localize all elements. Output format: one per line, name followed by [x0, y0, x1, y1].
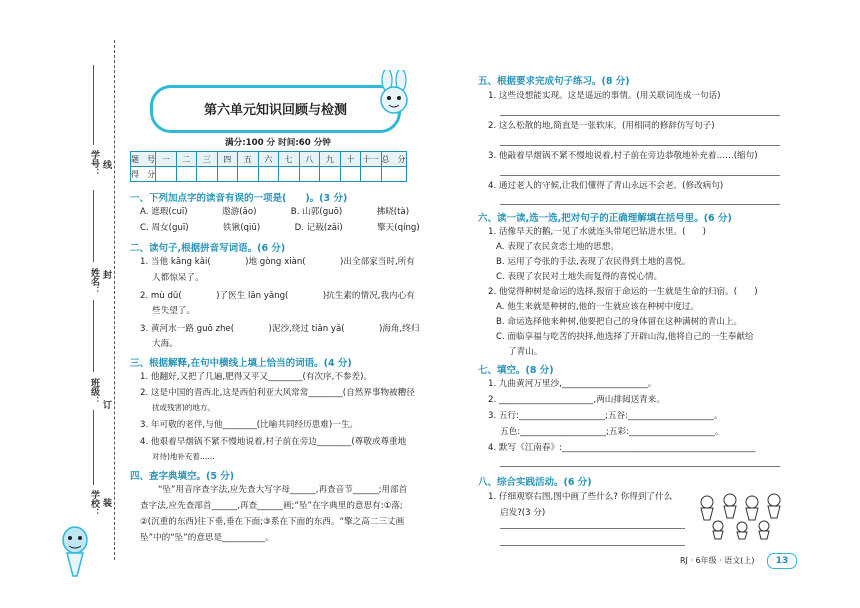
section-6-q2-option-a: A. 他生来就是种树的,他的一生就应该在种树中度过。: [496, 302, 699, 312]
answer-line[interactable]: [500, 145, 780, 146]
section-6-q2: 2. 他觉得种树是命运的选择,报宿于命运的一生就是生命的归宿。( ): [488, 287, 758, 297]
section-8-heading: 八、综合实践活动。(6 分): [478, 477, 592, 488]
score-input-cell[interactable]: [197, 167, 218, 182]
score-input-cell[interactable]: [156, 167, 177, 182]
score-input-cell[interactable]: [320, 167, 341, 182]
section-6-q1-option-c: C. 表现了农民对土地失而复得的喜悦心情。: [496, 272, 663, 282]
score-header-cell: 五: [238, 152, 259, 167]
score-input-cell[interactable]: [258, 167, 279, 182]
section-2-q3-line2: 大海。: [152, 339, 178, 349]
section-5-q4: 4. 通过老人的守候,让我们懂得了青山永远不会老。(修改病句): [488, 181, 724, 191]
school-label: 学校：: [89, 490, 99, 517]
answer-line[interactable]: [500, 545, 685, 546]
score-header-cell: 八: [299, 152, 320, 167]
score-header-cell: 一: [156, 152, 177, 167]
score-input-cell[interactable]: [176, 167, 197, 182]
title-banner: [150, 85, 401, 133]
section-6-q1-option-a: A. 表现了农民贪恋土地的思想。: [496, 242, 619, 252]
section-6-q1: 1. 活像早天的鹅,一见了水就连头带尾巴钻进水里。( ): [488, 227, 707, 237]
score-table: [130, 151, 407, 182]
answer-line[interactable]: [500, 115, 780, 116]
section-3-q2-line2: 扰或残害)的地方。: [152, 403, 215, 412]
section-2-q3-line1: 3. 黄河水一路 guō zhe( )泥沙,绕过 tiān yǎ( )海角,终归: [140, 324, 420, 334]
section-4-line4: 坠”中的“坠”的意思是__________。: [140, 533, 274, 543]
section-8-q1-line2: 启发?(3 分): [500, 508, 546, 518]
score-header-cell: 四: [217, 152, 238, 167]
score-header-cell: 十: [340, 152, 361, 167]
pencil-mascot-illustration: [55, 520, 95, 580]
section-6-q1-option-b: B. 运用了夸张的手法,表现了农民得到土地的喜悦。: [496, 257, 691, 267]
section-4-heading: 四、查字典填空。(5 分): [130, 471, 235, 482]
section-7-q3-line2: 五色:____________________;五彩:____________________。: [500, 427, 724, 437]
section-3-q3: 3. 年可敬的老伴,与他________(比喻共同经历患难)一生。: [140, 420, 359, 430]
score-input-cell[interactable]: [381, 167, 406, 182]
name-label: 姓名：: [89, 268, 99, 295]
section-7-q4: 4. 默写《江南春》:_____________________________________________: [488, 443, 756, 453]
class-line: [93, 300, 94, 372]
section-7-q3-line1: 3. 五行:____________________;五谷:____________________。: [488, 411, 723, 421]
cartoon-illustration: [692, 490, 787, 540]
student-id-label: 学号：: [89, 150, 99, 177]
score-header-cell: 二: [176, 152, 197, 167]
page-title: 第六单元知识回顾与检测: [203, 103, 347, 118]
answer-line[interactable]: [500, 528, 685, 529]
section-1-options-cd: C. 周女(guī) 铁锹(qiū) D. 记载(zǎi) 擎天(qíng): [140, 223, 420, 233]
score-input-cell[interactable]: [238, 167, 259, 182]
section-5-q3: 3. 他敲着早烟锅不紧不慢地说着,村子前在旁边恭敬地补充着……(缩句): [488, 151, 758, 161]
seal-feng-char: 封: [101, 270, 111, 279]
answer-line[interactable]: [500, 204, 780, 205]
score-header-cell: 十一: [361, 152, 382, 167]
section-6-q2-option-c-cont: 了青山。: [508, 347, 543, 357]
binding-margin: [0, 0, 130, 608]
score-input-cell[interactable]: [299, 167, 320, 182]
section-5-q2: 2. 这么松散的地,简直是一张软床。(用相同的修辞仿写句子): [488, 121, 715, 131]
section-8-q1-line1: 1. 仔细观察右图,图中画了些什么? 你得到了什么: [488, 492, 673, 502]
section-2-q2-line1: 2. mù dǔ( )了医生 lān yǎng( )抗生素的情况,我内心有: [140, 291, 415, 301]
score-row-label: 得 分: [131, 167, 156, 182]
section-1-heading: 一、下列加点字的读音有误的一项是( )。(3 分): [130, 193, 348, 204]
section-4-line2: 查字法,应先查部首______,再查______画;“坠”在字典里的意思有:①落;: [140, 501, 403, 511]
binding-dashed-line: [114, 40, 115, 560]
score-header-cell: 题 号: [131, 152, 156, 167]
section-2-heading: 二、读句子,根据拼音写词语。(6 分): [130, 243, 286, 254]
name-line: [93, 190, 94, 262]
answer-line[interactable]: [500, 175, 780, 176]
section-7-q1: 1. 九曲黄河万里沙,____________________。: [488, 379, 657, 389]
exam-meta: 满分:100 分 时间:60 分钟: [225, 138, 331, 148]
section-3-heading: 三、根据解释,在句中横线上填上恰当的词语。(4 分): [130, 358, 352, 369]
section-3-q2-line1: 2. 这是中国的晋西北,这是西伯利亚大风常常________(自然界事物被糟径: [140, 388, 415, 398]
section-3-q1: 1. 他翻好,又把了几遍,肥得又平又________(有次序,不参差)。: [140, 372, 373, 382]
section-4-line3: ②(沉重的东西)往下垂,垂在下面;③系在下面的东西。“擎之高二三丈画: [140, 517, 405, 527]
page-number: 13: [767, 553, 797, 569]
score-header-cell: 七: [279, 152, 300, 167]
section-3-q4-line2: 对待)地补充着……: [152, 452, 215, 461]
section-1-options-ab: A. 遮瑕(cuī) 遨游(ǎo) B. 山郭(guō) 拂晓(tà): [140, 207, 410, 217]
section-3-q4-line1: 4. 他艰着早烟锅不紧不慢地说着,村子前在旁边________(尊敬或尊重地: [140, 437, 407, 447]
section-5-q1: 1. 这些设想能实现。这是遥远的事情。(用关联词连成一句话): [488, 91, 721, 101]
seal-ding-char: 订: [101, 400, 111, 409]
section-4-line1: “坠”用音序查字法,应先查大写字母______,再查音节______;用部首: [158, 485, 408, 495]
score-header-cell: 六: [258, 152, 279, 167]
section-6-q2-option-b: B. 命运选择他来种树,他要把自己的身体留在这种满树的青山上。: [496, 317, 743, 327]
score-value-row: [131, 167, 407, 182]
answer-line[interactable]: [500, 466, 780, 467]
section-5-heading: 五、根据要求完成句子练习。(8 分): [478, 76, 630, 87]
score-header-cell: 九: [320, 152, 341, 167]
score-input-cell[interactable]: [279, 167, 300, 182]
section-7-q2: 2. ______________________,两山排闼送青来。: [488, 395, 665, 405]
score-header-cell: 总 分: [381, 152, 406, 167]
book-label: RJ · 6年级 · 语文(上): [680, 556, 755, 565]
section-2-q1-line1: 1. 当他 kāng kǎi( )地 gòng xiàn( )出全部家当时,所有: [140, 257, 415, 267]
score-input-cell[interactable]: [217, 167, 238, 182]
section-6-q2-option-c: C. 面临享福与吃苦的抉择,他选择了开辟山沟,他将自己的一生奉献给: [496, 332, 754, 342]
student-id-line: [93, 65, 94, 145]
score-header-row: [131, 152, 407, 167]
bunny-mascot-illustration: [373, 70, 415, 118]
seal-zhuang-char: 装: [101, 498, 111, 507]
school-line: [93, 410, 94, 485]
seal-line-char: 线: [101, 160, 111, 169]
section-2-q1-line2: 人都惊呆了。: [152, 273, 204, 283]
score-input-cell[interactable]: [361, 167, 382, 182]
class-label: 班级：: [89, 378, 99, 405]
section-7-heading: 七、填空。(8 分): [478, 365, 554, 376]
score-input-cell[interactable]: [340, 167, 361, 182]
section-2-q2-line2: 些失望了。: [152, 306, 195, 316]
section-6-heading: 六、读一读,选一选,把对句子的正确理解填在括号里。(6 分): [478, 213, 732, 224]
score-header-cell: 三: [197, 152, 218, 167]
